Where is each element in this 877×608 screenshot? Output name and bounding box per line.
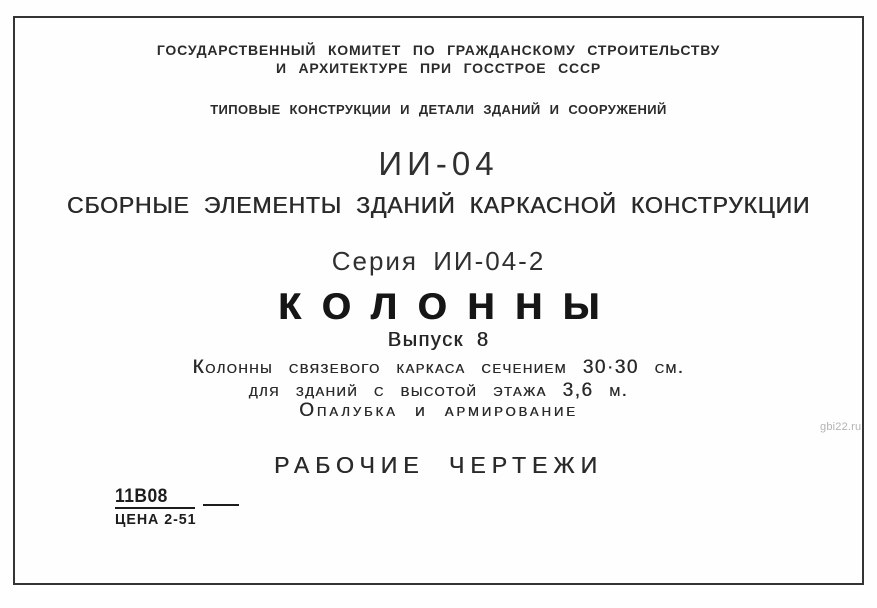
description-line-3: Опалубка и армирование [299, 400, 578, 421]
document-index-code: ИИ-04 [378, 145, 499, 182]
committee-line-2: И АРХИТЕКТУРЕ ПРИ ГОССТРОЕ СССР [275, 60, 602, 76]
committee-line-1: ГОСУДАРСТВЕННЫЙ КОМИТЕТ ПО ГРАЖДАНСКОМУ СТРОИТЕЛЬСТВУ [156, 42, 721, 58]
price-overline [203, 504, 239, 506]
stamp-code: 11В08 [115, 486, 168, 507]
price-stamp [115, 487, 201, 527]
watermark: gbi22.ru [820, 421, 862, 433]
issue-number: Выпуск 8 [387, 329, 490, 351]
document-type: РАБОЧИЕ ЧЕРТЕЖИ [273, 452, 604, 478]
stamp-underline [115, 507, 195, 509]
document-subtitle: СБОРНЫЕ ЭЛЕМЕНТЫ ЗДАНИЙ КАРКАСНОЙ КОНСТРУКЦИИ [66, 192, 811, 218]
series-collection-title: ТИПОВЫЕ КОНСТРУКЦИИ И ДЕТАЛИ ЗДАНИЙ И СООРУЖЕНИЙ [210, 102, 667, 117]
main-title: КОЛОННЫ [278, 286, 620, 327]
series-code: Серия ИИ-04-2 [331, 246, 546, 276]
description-line-2: для зданий с высотой этажа 3,6 м. [248, 380, 629, 401]
description-line-1: Колонны связевого каркаса сечением 30·30 см. [192, 357, 685, 378]
stamp-price: ЦЕНА 2-51 [115, 511, 197, 528]
